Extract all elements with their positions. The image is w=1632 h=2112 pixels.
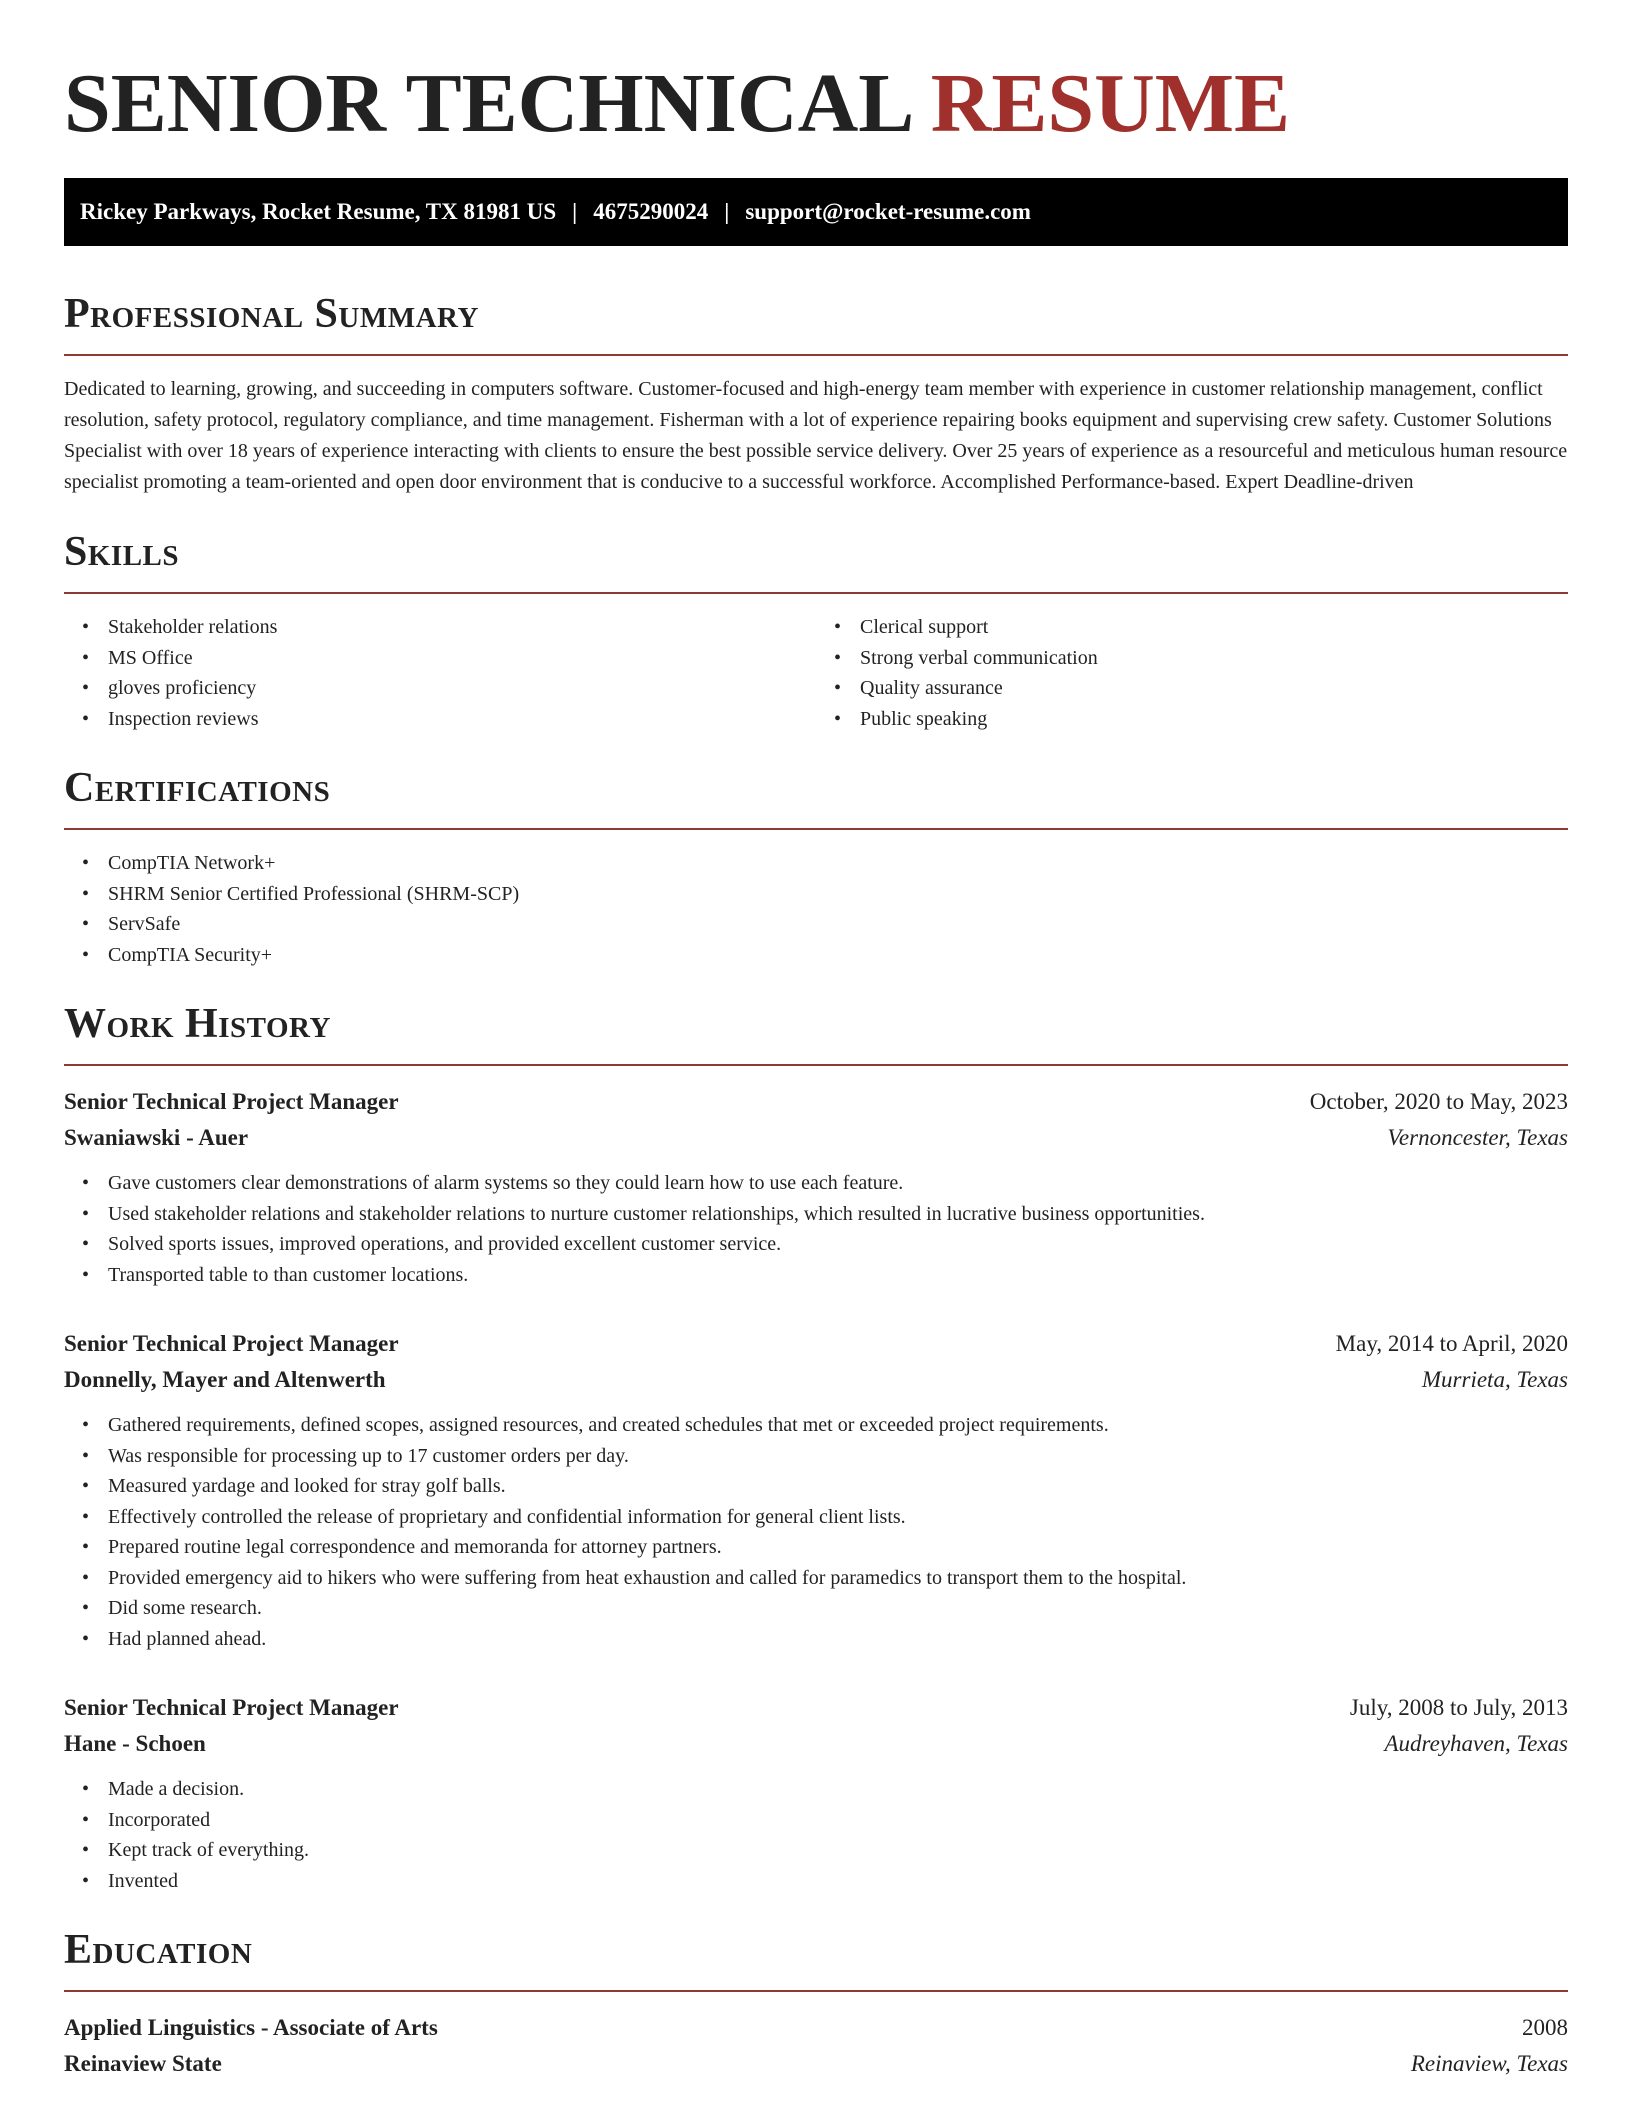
- job-title: Senior Technical Project Manager: [64, 1331, 399, 1356]
- certifications-list: [64, 848, 1568, 970]
- section-heading: Skills: [64, 529, 180, 575]
- job-entry: [64, 1326, 1568, 1654]
- skills-list-right: [816, 612, 1568, 734]
- skill-item: • Clerical support: [816, 612, 1568, 643]
- certification-item: • ServSafe: [64, 909, 1568, 940]
- job-company-row: [64, 1120, 1568, 1156]
- job-bullet: • Provided emergency aid to hikers who were suffering from heat exhaustion and called for paramedics to transport them to the hospital.: [64, 1563, 1568, 1594]
- certification-item: • SHRM Senior Certified Professional (SHRM-SCP): [64, 879, 1568, 910]
- job-bullet: • Effectively controlled the release of proprietary and confidential information for general client lists.: [64, 1502, 1568, 1533]
- job-dates: October, 2020 to May, 2023: [1309, 1089, 1568, 1114]
- job-location: Audreyhaven, Texas: [1384, 1731, 1568, 1756]
- title-main: SENIOR TECHNICAL: [64, 57, 910, 150]
- section-divider: [64, 1064, 1568, 1066]
- section-divider: [64, 354, 1568, 356]
- job-company: Swaniawski - Auer: [64, 1125, 249, 1150]
- education-school: Reinaview State: [64, 2051, 222, 2076]
- summary-section: [64, 290, 1568, 498]
- job-title: Senior Technical Project Manager: [64, 1695, 399, 1720]
- section-divider: [64, 1990, 1568, 1992]
- title-accent: RESUME: [930, 57, 1291, 150]
- job-bullet: • Solved sports issues, improved operations, and provided excellent customer service.: [64, 1229, 1568, 1260]
- section-heading: Professional Summary: [64, 291, 479, 337]
- contact-bar: [64, 178, 1568, 246]
- job-dates: May, 2014 to April, 2020: [1335, 1331, 1568, 1356]
- skill-item: • Quality assurance: [816, 673, 1568, 704]
- job-header-row: [64, 1690, 1568, 1726]
- skill-item: • MS Office: [64, 643, 816, 674]
- job-bullet: • Did some research.: [64, 1593, 1568, 1624]
- skills-section: [64, 528, 1568, 734]
- education-degree-row: [64, 2010, 1568, 2046]
- skills-list-left: [64, 612, 816, 734]
- job-bullet: • Used stakeholder relations and stakeholder relations to nurture customer relationships, which resulted in lucrative business opportunities.: [64, 1199, 1568, 1230]
- certification-item: • CompTIA Security+: [64, 940, 1568, 971]
- contact-separator: |: [724, 199, 730, 224]
- job-entry: [64, 1690, 1568, 1896]
- contact-phone: 4675290024: [593, 199, 709, 224]
- job-entry: [64, 1084, 1568, 1290]
- work-history-section: [64, 1000, 1568, 1896]
- job-location: Murrieta, Texas: [1421, 1367, 1568, 1392]
- certifications-section: [64, 764, 1568, 970]
- job-company-row: [64, 1362, 1568, 1398]
- skill-item: • Strong verbal communication: [816, 643, 1568, 674]
- contact-address: Rickey Parkways, Rocket Resume, TX 81981 US: [80, 199, 557, 224]
- section-heading: Certifications: [64, 765, 331, 811]
- job-bullet: • Gave customers clear demonstrations of alarm systems so they could learn how to use each feature.: [64, 1168, 1568, 1199]
- education-year: 2008: [1522, 2015, 1568, 2040]
- certification-item: • CompTIA Network+: [64, 848, 1568, 879]
- job-bullet: • Incorporated: [64, 1805, 1568, 1836]
- job-bullet: • Invented: [64, 1866, 1568, 1897]
- job-bullet: • Gathered requirements, defined scopes, assigned resources, and created schedules that met or exceeded project requirements.: [64, 1410, 1568, 1441]
- skills-grid: [64, 612, 1568, 734]
- section-divider: [64, 592, 1568, 594]
- job-bullet: • Prepared routine legal correspondence and memoranda for attorney partners.: [64, 1532, 1568, 1563]
- job-title: Senior Technical Project Manager: [64, 1089, 399, 1114]
- summary-text: Dedicated to learning, growing, and succeeding in computers software. Customer-focused and high-energy team member with experience in customer relationship management, conflict resolution, safety protocol, regulatory compliance, and time management. Fisherman with a lot of experience repairing books equipment and supervising crew safety. Customer Solutions Specialist with over 18 years of experience interacting with clients to ensure the best possible service delivery. Over 25 years of experience as a resourceful and meticulous human resource specialist promoting a team-oriented and open door environment that is conducive to a successful workforce. Accomplished Performance-based. Expert Deadline-driven: [64, 378, 1568, 493]
- job-bullets: [64, 1410, 1568, 1654]
- job-bullet: • Transported table to than customer locations.: [64, 1260, 1568, 1291]
- skill-item: • Public speaking: [816, 704, 1568, 735]
- job-bullet: • Kept track of everything.: [64, 1835, 1568, 1866]
- education-school-row: [64, 2046, 1568, 2082]
- education-degree: Applied Linguistics - Associate of Arts: [64, 2015, 438, 2040]
- job-company-row: [64, 1726, 1568, 1762]
- job-bullet: • Measured yardage and looked for stray golf balls.: [64, 1471, 1568, 1502]
- skill-item: • gloves proficiency: [64, 673, 816, 704]
- section-divider: [64, 828, 1568, 830]
- skill-item: • Inspection reviews: [64, 704, 816, 735]
- education-section: [64, 1926, 1568, 2082]
- job-company: Hane - Schoen: [64, 1731, 206, 1756]
- job-company: Donnelly, Mayer and Altenwerth: [64, 1367, 386, 1392]
- contact-separator: |: [572, 199, 578, 224]
- education-location: Reinaview, Texas: [1410, 2051, 1568, 2076]
- contact-email[interactable]: support@rocket-resume.com: [745, 199, 1031, 224]
- section-heading: Work History: [64, 1001, 331, 1047]
- job-bullet: • Had planned ahead.: [64, 1624, 1568, 1655]
- skill-item: • Stakeholder relations: [64, 612, 816, 643]
- job-dates: July, 2008 to July, 2013: [1349, 1695, 1568, 1720]
- job-header-row: [64, 1326, 1568, 1362]
- section-heading: Education: [64, 1927, 253, 1973]
- job-bullets: [64, 1168, 1568, 1290]
- job-location: Vernoncester, Texas: [1387, 1125, 1568, 1150]
- skills-column-left: [64, 612, 816, 734]
- job-header-row: [64, 1084, 1568, 1120]
- job-bullets: [64, 1774, 1568, 1896]
- resume-title: [64, 56, 1568, 152]
- job-bullet: • Was responsible for processing up to 17 customer orders per day.: [64, 1441, 1568, 1472]
- job-bullet: • Made a decision.: [64, 1774, 1568, 1805]
- skills-column-right: [816, 612, 1568, 734]
